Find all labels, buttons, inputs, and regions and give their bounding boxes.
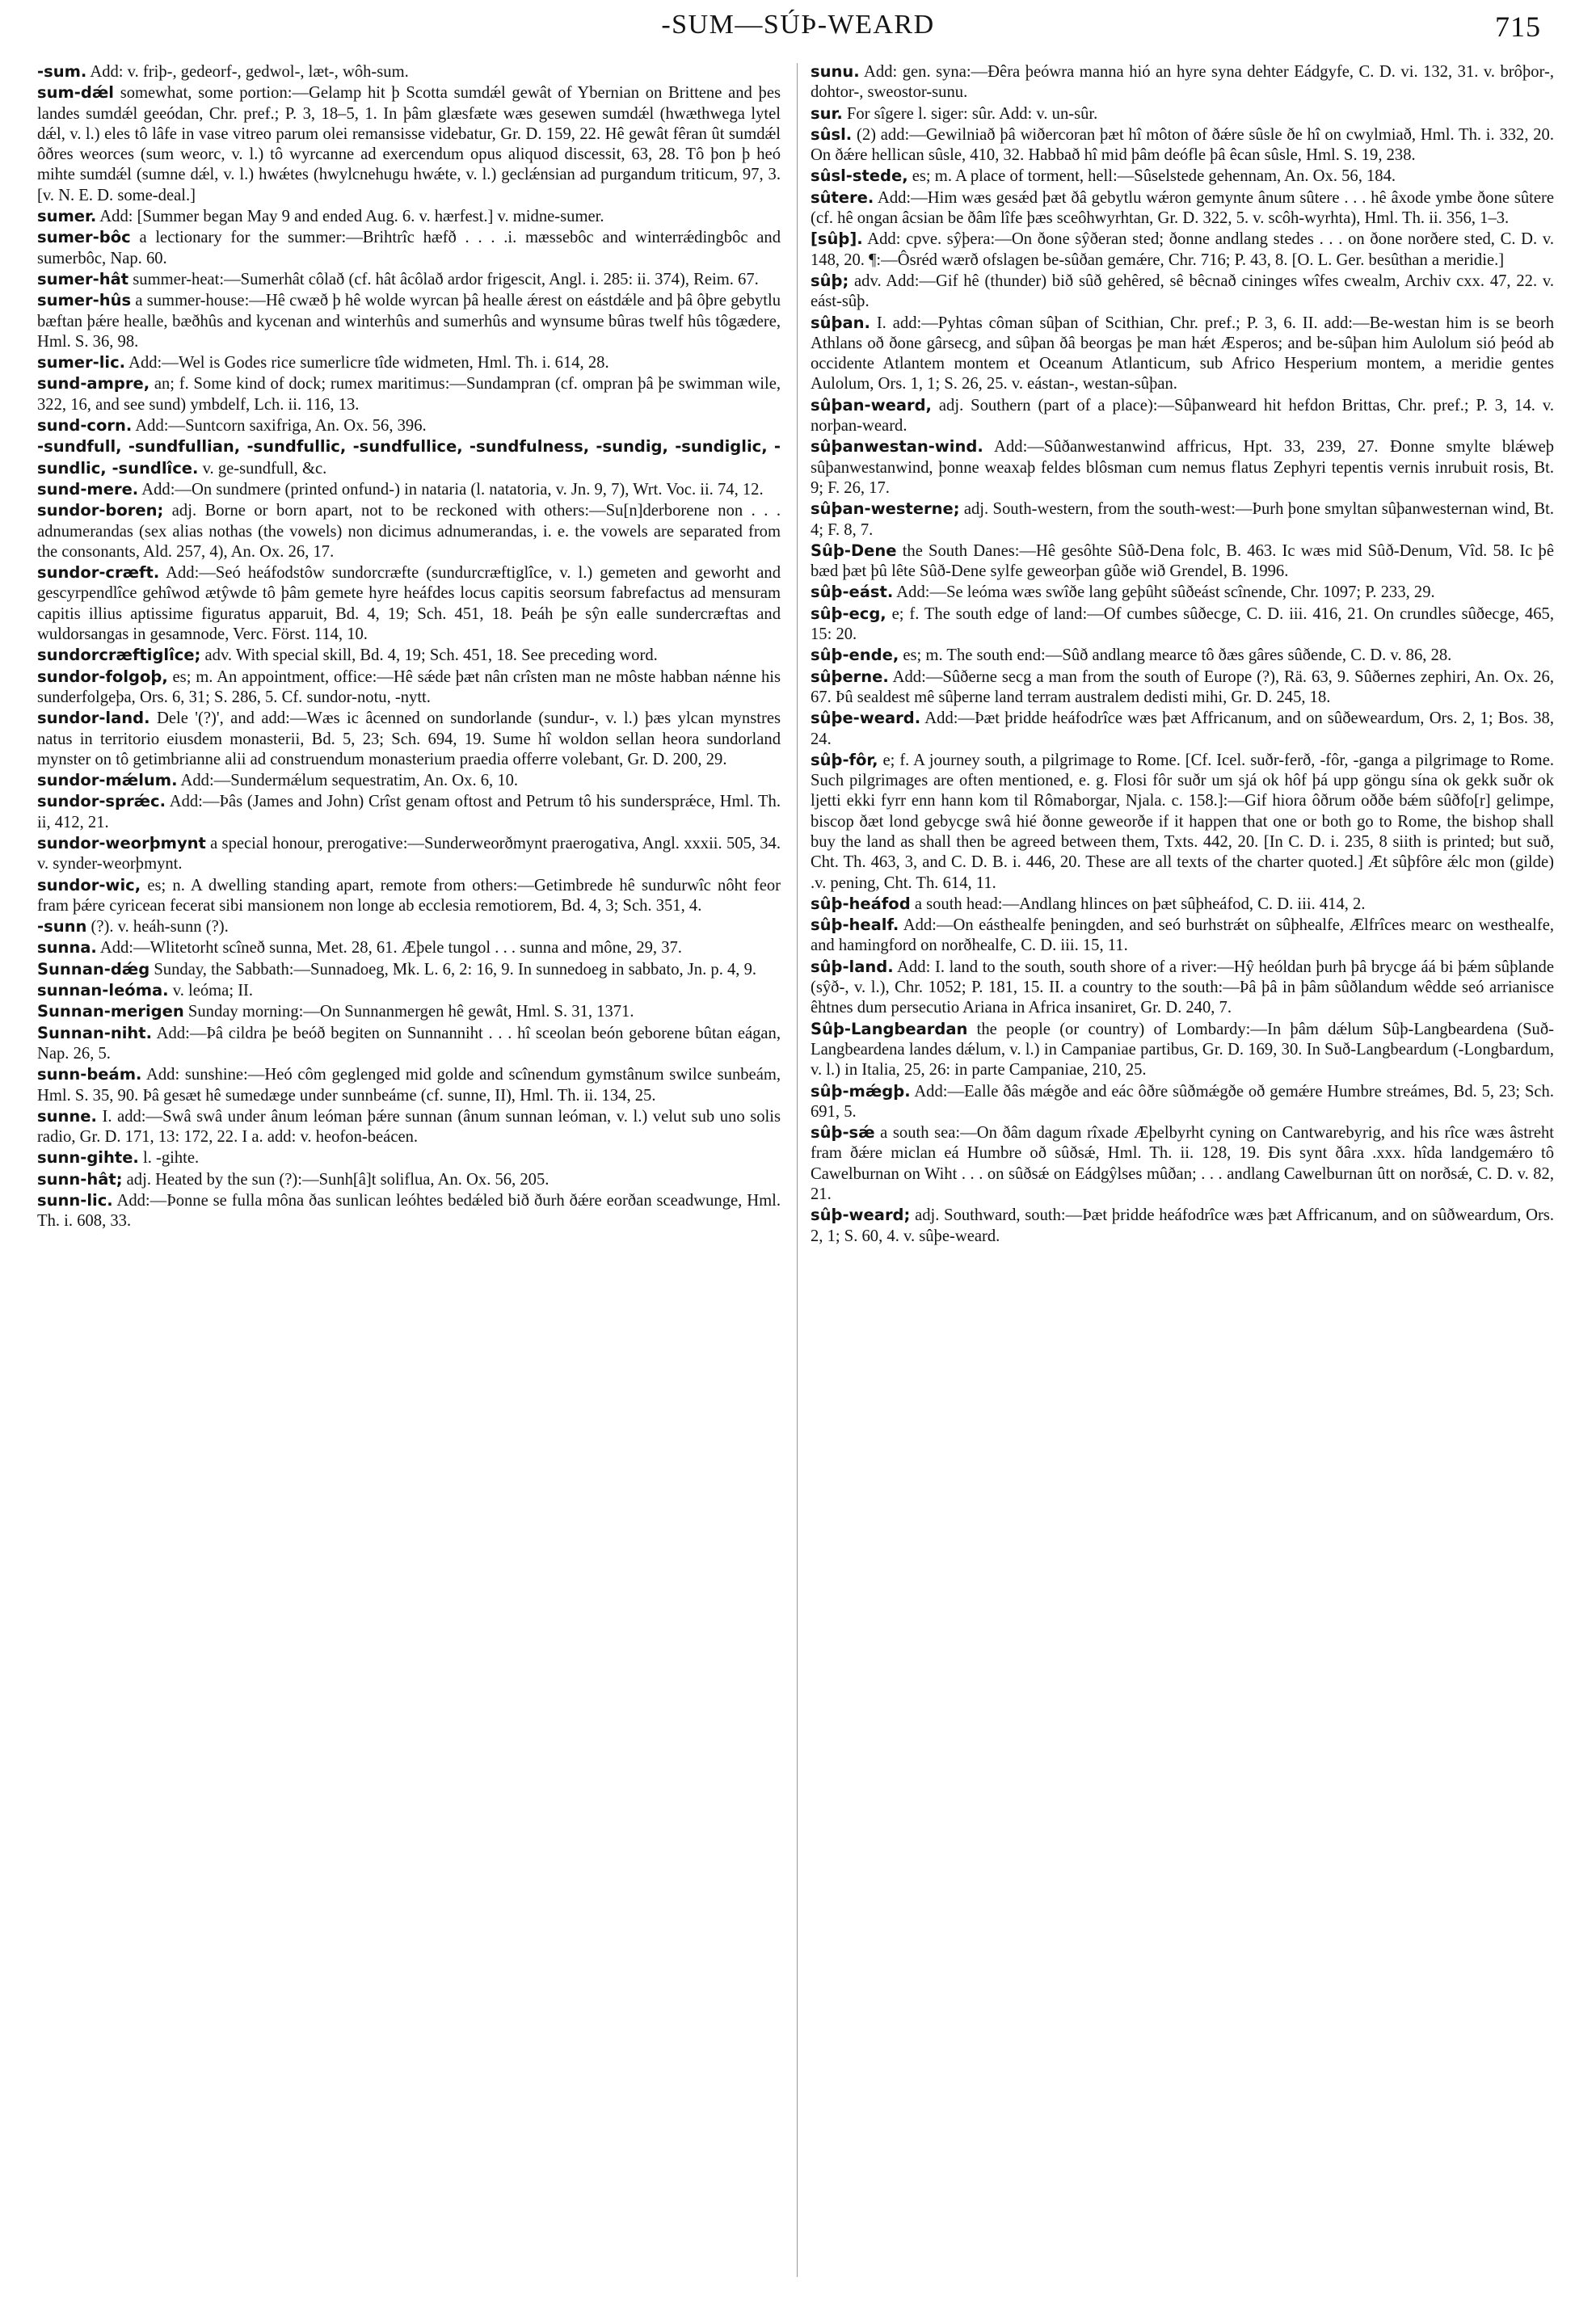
entry-headword: sumer-lic.	[37, 353, 126, 373]
dictionary-entry	[37, 708, 781, 770]
entry-headword: sûtere.	[811, 187, 874, 207]
dictionary-entry	[37, 479, 781, 500]
entry-definition: a south sea:—On ðâm dagum rîxade Æþelbyrht cyning on Cantwarebyrig, and his rîce wæs âstreht fram ðǽre miclan eá Humbre oð sûðsǽ, Hml. Th. ii. 128, 19. Ðis synt ðâra .xxx. hîda landgemǽro tô Cawelburnan on Wiht . . . on sûðsǽ on Eádgŷlses mûðan; . . . andlang Cawelburnan ûtt on norðsǽ, C. D. v. 82, 21.	[811, 1124, 1554, 1204]
entry-definition: adj. Heated by the sun (?):—Sunh[â]t soliflua, An. Ox. 56, 205.	[126, 1170, 550, 1189]
entry-definition: a south head:—Andlang hlinces on þæt sûþheáfod, C. D. iii. 414, 2.	[914, 895, 1366, 913]
entry-definition: Add:—Suntcorn saxifriga, An. Ox. 56, 396.	[135, 417, 427, 436]
entry-headword: sûsl.	[811, 124, 853, 144]
entry-headword: sunna.	[37, 938, 97, 958]
entry-definition: adj. Borne or born apart, not to be reckoned with others:—Su[n]derborene non . . . adnumerandas (sex alias nothas (the vowels) non dicimus adnumerandas, i. e. the vowels are separated from the consonants, Ald. 257, 4), An. Ox. 26, 17.	[37, 502, 781, 561]
entry-definition: a special honour, prerogative:—Sunderweorðmynt praerogativa, Angl. xxxii. 505, 34. v. synder-weorþmynt.	[37, 834, 781, 873]
entry-headword: sumer-hûs	[37, 291, 132, 310]
entry-definition: e; f. A journey south, a pilgrimage to Rome. [Cf. Icel. suðr-ferð, -fôr, -ganga a pilgrimage to Rome. Such pilgrimages are often mentioned, e. g. Flosi fôr suðr um sjá ok hôf þá upp göngu sína ok gekk suðr ok ljetti ekki fyrr enn hann kom til Rômaborgar, Njala. c. 158.]:—Gif hiora ôðrum oððe bǽm sûðfo[r] gelimpe, biscop ðæt lond gebycge swâ hié ðonne geweorðe if it happen that one or both go to Rome, the bishop shall buy the land as shall then be agreed between them, Txts. 442, 20. [In C. D. i. 235, 8 siith is printed; but suð, Cht. Th. 463, 3, and C. D. B. i. 446, 20. These are all texts of the charter quoted.] Æt sûþfôre ǽlc mon (gilde) .v. pening, Cht. Th. 614, 11.	[811, 751, 1554, 892]
dictionary-entry	[37, 415, 781, 436]
dictionary-entry	[811, 166, 1554, 187]
dictionary-entry	[811, 1081, 1554, 1123]
entry-headword: sundor-weorþmynt	[37, 833, 206, 852]
entry-headword: sunnan-leóma.	[37, 981, 169, 1000]
entry-definition: e; f. The south edge of land:—Of cumbes sûðecge, C. D. iii. 416, 21. On crundles sûðecge, 465, 15: 20.	[811, 604, 1554, 644]
dictionary-entry	[37, 1064, 781, 1106]
entry-definition: Add:—Seó heáfodstôw sundorcræfte (sundurcræftiglîce, v. l.) gemeten and geworht and gescyrpendlîce gehîwod ætŷwde tô þâm gemete hyre heáfdes locus capitis seorsum fabrefactus ad mensuram capitis illius aptissime figuratus apparuit, Bd. 4, 19; Sch. 451, 18. Þeáh þe sŷn ealle sundercræftas and wuldorsangas in gesamnode, Verc. Först. 114, 10.	[37, 564, 781, 644]
entry-headword: sundor-folgoþ,	[37, 667, 168, 686]
entry-headword: sund-mere.	[37, 479, 139, 499]
dictionary-entry	[37, 82, 781, 206]
entry-definition: Add:—Þâs (James and John) Crîst genam oftost and Petrum tô his sundersprǽce, Hml. Th. ii, 412, 21.	[37, 793, 781, 831]
entry-definition: es; m. A place of torment, hell:—Sûselstede gehennam, An. Ox. 56, 184.	[912, 167, 1396, 186]
entry-definition: adj. Southward, south:—Þæt þridde heáfodrîce wæs þæt Affricanum, and on sûðweardum, Ors. 2, 1; S. 60, 4. v. sûþe-weard.	[811, 1206, 1554, 1245]
entry-definition: Add:—Þâ cildra þe beóð begiten on Sunnanniht . . . hî sceolan beón geborene bûtan eágan, Nap. 26, 5.	[37, 1024, 781, 1063]
entry-definition: adv. With special skill, Bd. 4, 19; Sch. 451, 18. See preceding word.	[204, 646, 658, 665]
dictionary-entry	[811, 61, 1554, 103]
entry-headword: sunne.	[37, 1106, 97, 1126]
dictionary-entry	[811, 645, 1554, 666]
entry-headword: sûþ-sǽ	[811, 1123, 875, 1143]
entry-headword: sûþanwestan-wind.	[811, 437, 983, 457]
dictionary-entry	[811, 894, 1554, 915]
dictionary-entry	[37, 791, 781, 833]
dictionary-entry	[811, 708, 1554, 750]
entry-headword: Sunnan-merigen	[37, 1002, 184, 1021]
entry-headword: sûþ-fôr,	[811, 750, 878, 769]
entry-definition: the South Danes:—Hê gesôhte Sûð-Dena folc, B. 463. Ic wæs mid Sûð-Denum, Vîd. 58. Ic þê bæd þæt þû lête Sûð-Dene sylfe geweorþan gûðe wið Grendel, B. 1996.	[811, 541, 1554, 581]
dictionary-entry	[37, 916, 781, 937]
entry-headword: Sunnan-dǽg	[37, 959, 150, 979]
dictionary-entry	[811, 541, 1554, 583]
dictionary-entry	[811, 499, 1554, 541]
entry-definition: Add: gen. syna:—Ðêra þeówra manna hió an hyre syna dehter Eádgyfe, C. D. vi. 132, 31. v. brôþor-, dohtor-, sweostor-sunu.	[811, 63, 1554, 102]
dictionary-entry	[37, 1023, 781, 1065]
entry-definition: Add:—Þæt þridde heáfodrîce wæs þæt Affricanum, and on sûðeweardum, Ors. 2, 1; Bos. 38, 24.	[811, 709, 1554, 748]
entry-definition: Add:—Sûðerne secg a man from the south of Europe (?), Rä. 63, 9. Sûðernes zephiri, An. Ox. 26, 67. Þû sealdest mê sûþerne land terram australem dedisti mihi, Gr. D. 245, 18.	[811, 667, 1554, 706]
dictionary-entry	[37, 61, 781, 82]
entry-definition: Add:—Sundermǽlum sequestratim, An. Ox. 6, 10.	[180, 772, 519, 790]
entry-definition: es; m. The south end:—Sûð andlang mearce tô ðæs gâres sûðende, C. D. v. 86, 28.	[903, 646, 1452, 665]
entry-definition: I. add:—Swâ swâ under ânum leóman þǽre sunnan (ânum sunnan leóman, v. l.) velut sub uno solis radio, Gr. D. 171, 13: 172, 22. I a. add: v. heofon-beácen.	[37, 1107, 781, 1147]
dictionary-entry	[37, 562, 781, 645]
dictionary-entry	[811, 1019, 1554, 1081]
entry-headword: sûþ-weard;	[811, 1206, 911, 1225]
entry-definition: Add:—Ealle ðâs mǽgðe and eác ôðre sûðmǽgðe oð gemǽre Humbre streámes, Bd. 5, 23; Sch. 691, 5.	[811, 1082, 1554, 1121]
dictionary-entry	[37, 1147, 781, 1168]
dictionary-entry	[37, 980, 781, 1001]
entry-definition: For sîgere l. siger: sûr. Add: v. un-sûr.	[846, 104, 1098, 123]
entry-headword: sumer-bôc	[37, 228, 131, 247]
right-column	[811, 61, 1554, 2292]
dictionary-entry	[811, 313, 1554, 395]
left-column	[37, 61, 781, 2292]
entry-definition: an; f. Some kind of dock; rumex maritimus:—Sundampran (cf. ompran þâ þe swimman wile, 322, 16, and see sund) ymbdelf, Lch. ii. 116, 13.	[37, 375, 781, 414]
entry-headword: sumer.	[37, 207, 97, 226]
entry-definition: adj. Southern (part of a place):—Sûþanweard hit hefdon Brittas, Chr. pref.; P. 3, 14. v. norþan-weard.	[811, 396, 1554, 436]
entry-headword: sûþ-ecg,	[811, 604, 886, 623]
entry-headword: Sûþ-Langbeardan	[811, 1019, 968, 1038]
entry-headword: sûþerne.	[811, 667, 889, 686]
dictionary-entry	[811, 604, 1554, 646]
entry-headword: -sunn	[37, 917, 87, 937]
entry-headword: sum-dǽl	[37, 83, 114, 103]
entry-headword: sundor-land.	[37, 709, 150, 728]
entry-headword: sund-ampre,	[37, 374, 150, 394]
entry-definition: Add:—Him wæs gesǽd þæt ðâ gebytlu wǽron gemynte ânum sûtere . . . hê âxode ymbe ðone sûtere (cf. hê ongan âcsian be ðâm lîfe þæs sceôhwyrhtan, Gr. D. 322, 5. v. scôh-wyrhta), Hml. Th. ii. 356, 1–3.	[811, 188, 1554, 228]
entry-definition: Sunday, the Sabbath:—Sunnadoeg, Mk. L. 6, 2: 16, 9. In sunnedoeg in sabbato, Jn. p. 4, 9.	[154, 960, 757, 979]
entry-definition: Add:—Wel is Godes rice sumerlicre tîde widmeten, Hml. Th. i. 614, 28.	[128, 354, 609, 373]
entry-definition: somewhat, some portion:—Gelamp hit þ Scotta sumdǽl gewât of Ybernian on Brittene and þes landes sumdǽl geeódan, Chr. pref.; P. 3, 18–5, 1. In þâm glæsfæte wæs gesewen sumdǽl (hwæthwega lytel dǽl, v. l.) eles tô lâfe in vase vitreo parum olei remansisse videbatur, Gr. D. 159, 22. Hê gewât fêran ût sumdǽl ôðres weorces (sum weorc, v. l.) tô wyrcanne ad exercendum opus aliquod discessit, 63, 28. Tô þon þ heó mihte sumdǽl (sumne dǽl, v. l.) hwǽtes (hwylcnehugu hwǽte, v. l.) geclǽnsian ad purgandum triticum, 97, 3. [v. N. E. D. some-deal.]	[37, 84, 781, 204]
entry-headword: Sûþ-Dene	[811, 541, 897, 560]
entry-headword: sunn-lic.	[37, 1191, 113, 1210]
dictionary-entry	[37, 959, 781, 980]
entry-headword: sundor-boren;	[37, 501, 164, 520]
entry-definition: v. ge-sundfull, &c.	[202, 459, 327, 478]
dictionary-entry	[37, 1106, 781, 1148]
entry-headword: sûþan-westerne;	[811, 499, 960, 519]
entry-headword: sunn-beám.	[37, 1065, 142, 1084]
entry-headword: sur.	[811, 103, 843, 123]
dictionary-entry	[811, 103, 1554, 124]
dictionary-entry	[37, 645, 781, 666]
entry-definition: adv. Add:—Gif hê (thunder) bið sûð gehêred, sê bêcnað cininges wîfes cwealm, Archiv cxx. 47, 22. v. eást-sûþ.	[811, 272, 1554, 311]
entry-definition: Add: v. friþ-, gedeorf-, gedwol-, læt-, wôh-sum.	[90, 63, 409, 81]
dictionary-entry	[811, 1205, 1554, 1247]
entry-definition: v. leóma; II.	[172, 982, 254, 1000]
entry-headword: sundor-sprǽc.	[37, 792, 166, 811]
page-number: 715	[1495, 11, 1541, 43]
entry-definition: Add: I. land to the south, south shore of a river:—Hŷ heóldan þurh þâ brycge áá bi þǽm sûþlande (sŷð-, v. l.), Chr. 1052; P. 181, 15. II. a country to the south:—Þâ þâ in þâm sûðlandum wêdde seó arrianisce êhtnes dum persecutio Ariana in Africa insaniret, Gr. D. 240, 7.	[811, 958, 1554, 1017]
dictionary-entry	[37, 875, 781, 917]
entry-headword: sûþ-heáfod	[811, 894, 911, 913]
dictionary-entry	[811, 436, 1554, 499]
entry-headword: sûþ-ende,	[811, 646, 899, 665]
dictionary-entry	[811, 957, 1554, 1019]
dictionary-entry	[37, 770, 781, 791]
dictionary-entry	[811, 667, 1554, 709]
entry-headword: -sundfull, -sundfullian, -sundfullic, -sundfullice, -sundfulness, -sundig, -sundiglic, -sundlic, -sundlîce.	[37, 437, 781, 478]
dictionary-entry	[37, 227, 781, 269]
entry-headword: Sunnan-niht.	[37, 1023, 153, 1042]
entry-definition: Add:—Þonne se fulla môna ðas sunlican leóhtes bedǽled bið ðurh ðǽre eorðan sceadwunge, Hml. Th. i. 608, 33.	[37, 1192, 781, 1231]
entry-definition: a lectionary for the summer:—Brihtrîc hæfð . . . .i. mæssebôc and winterrǽdingbôc and sumerbôc, Nap. 60.	[37, 229, 781, 267]
entry-headword: [sûþ].	[811, 229, 863, 249]
entry-headword: sûþ-mǽgþ.	[811, 1081, 911, 1101]
running-head-title: -SUM—SÚÞ-WEARD	[661, 10, 935, 40]
dictionary-entry	[37, 269, 781, 290]
entry-headword: sûþe-weard.	[811, 709, 921, 728]
entry-definition: Add:—Sûðanwestanwind affricus, Hpt. 33, 239, 27. Ðonne smylte blǽweþ sûþanwestanwind, þonne weaxaþ feldes blôsman cum nemus flatus Zephyri tepentis vernis inrubuit rosis, Bt. 9; F. 26, 17.	[811, 438, 1554, 497]
entry-definition: the people (or country) of Lombardy:—In þâm dǽlum Sûþ-Langbeardena (Suð-Langbeardena landes dǽlum, v. l.) in Campaniae partibus, Gr. D. 169, 30. In Suð-Langbeardum (-Longbardum, v. l.) in Italia, 25, 26: in parte Campaniae, 210, 25.	[811, 1020, 1554, 1080]
entry-definition: es; n. A dwelling standing apart, remote from others:—Getimbrede hê sundurwîc nôht feor fram þǽre cyricean fecerat sibi mansionem non longe ab ecclesia remotiorem, Bd. 4, 3; Sch. 351, 4.	[37, 876, 781, 915]
dictionary-entry	[37, 373, 781, 415]
dictionary-entry	[37, 1001, 781, 1022]
entry-definition: I. add:—Pyhtas côman sûþan of Scithian, Chr. pref.; P. 3, 6. II. add:—Be-westan him is se beorh Athlans oð ðone gârsecg, and sûþan ðâ beorgas þe man hǽt Æsperos; and be-sûþan him Aulolum sió þeód ab occidente Atlantem montem et Oceanum Atlanticum, sub Africo Hesperium montem, a meridie gentes Aulolum, Ors. 1, 1; S. 26, 25. v. eástan-, westan-sûþan.	[811, 314, 1554, 394]
entry-headword: -sum.	[37, 62, 87, 81]
entry-headword: sundorcræftiglîce;	[37, 646, 201, 665]
entry-definition: summer-heat:—Sumerhât côlað (cf. hât âcôlað ardor frigescit, Angl. i. 285: ii. 374), Reim. 67.	[133, 270, 759, 288]
dictionary-entry	[37, 833, 781, 875]
entry-headword: sunu.	[811, 62, 860, 81]
dictionary-entry	[37, 352, 781, 373]
dictionary-entry	[811, 1122, 1554, 1205]
entry-headword: sûþan.	[811, 313, 870, 332]
dictionary-entry	[37, 1190, 781, 1232]
entry-definition: es; m. An appointment, office:—Hê sǽde þæt nân crîsten man ne môste habban nǽnne his sunderfolgeþa, Ors. 6, 31; S. 286, 5. Cf. sundor-notu, -nytt.	[37, 667, 781, 706]
entry-headword: sumer-hât	[37, 269, 129, 288]
dictionary-entry	[37, 667, 781, 709]
entry-headword: sunn-gihte.	[37, 1148, 139, 1168]
entry-definition: a summer-house:—Hê cwæð þ hê wolde wyrcan þâ healle ǽrest on eástdǽle and þâ ôþre gebytlu bæftan þǽre healle, bæðhûs and kycenan and winterhûs and sumerhûs and wynsume bûras twelf hûs tôgædere, Hml. S. 36, 98.	[37, 292, 781, 351]
dictionary-entry	[811, 915, 1554, 957]
entry-headword: sûsl-stede,	[811, 166, 908, 186]
dictionary-entry	[37, 1169, 781, 1190]
dictionary-entry	[811, 750, 1554, 894]
dictionary-entry	[37, 290, 781, 352]
dictionary-entry	[811, 395, 1554, 437]
entry-definition: Add:—On eásthealfe þeningden, and seó burhstrǽt on sûþhealfe, Ælfrîces mearc on westhealfe, and hamingford on norðhealfe, C. D. iii. 15, 11.	[811, 916, 1554, 955]
dictionary-entry	[811, 582, 1554, 603]
dictionary-entry	[37, 206, 781, 227]
entry-definition: Add:—On sundmere (printed onfund-) in nataria (l. natatoria, v. Jn. 9, 7), Wrt. Voc. ii. 74, 12.	[141, 480, 764, 499]
running-head	[0, 10, 1596, 50]
entry-headword: sundor-cræft.	[37, 563, 160, 583]
entry-definition: l. -gihte.	[142, 1149, 200, 1168]
dictionary-entry	[37, 436, 781, 479]
entry-headword: sûþ-land.	[811, 957, 894, 976]
entry-headword: sûþ-healf.	[811, 916, 899, 935]
dictionary-entry	[37, 937, 781, 958]
entry-headword: sunn-hât;	[37, 1169, 123, 1189]
entry-headword: sundor-mǽlum.	[37, 771, 178, 790]
dictionary-entry	[811, 124, 1554, 166]
column-divider	[797, 63, 798, 2277]
dictionary-entry	[811, 271, 1554, 313]
dictionary-entry	[811, 229, 1554, 271]
dictionary-entry	[37, 500, 781, 562]
entry-definition: Add: cpve. sŷþera:—On ðone sŷðeran sted; ðonne andlang stedes . . . on ðone norðere sted, C. D. v. 148, 20. ¶:—Ôsréd wærð ofslagen be-sûðan gemǽre, Chr. 716; P. 43, 8. [O. L. Ger. besûthan a meridie.]	[811, 230, 1554, 269]
entry-headword: sundor-wic,	[37, 875, 141, 895]
entry-definition: (2) add:—Gewilniað þâ wiðercoran þæt hî môton of ðǽre sûsle ðe hî on cwylmiað, Hml. Th. i. 332, 20. On ðǽre hellican sûsle, 410, 32. Habbað hî mid þâm deófle þâ êcan sûsle, Hml. S. 19, 238.	[811, 125, 1554, 165]
entry-definition: Add: [Summer began May 9 and ended Aug. 6. v. hærfest.] v. midne-sumer.	[99, 208, 604, 226]
entry-headword: sûþ-eást.	[811, 583, 894, 602]
entry-definition: adj. South-western, from the south-west:—Þurh þone smyltan sûþanwesternan wind, Bt. 4; F. 8, 7.	[811, 500, 1554, 539]
entry-definition: Dele '(?)', and add:—Wæs ic âcenned on sundorlande (sundur-, v. l.) þæs ylcan mynstres natus in territorio eiusdem monasterii, Bd. 5, 23; Sch. 694, 19. Sume hî woldon sellan heora sundorland mynster on tô getimbrianne alii ad construendum monasterium praedia offerre volebant, Gr. D. 200, 29.	[37, 709, 781, 768]
entry-headword: sund-corn.	[37, 416, 133, 436]
entry-definition: Add:—Se leóma wæs swîðe lang geþûht sûðeást scînende, Chr. 1097; P. 233, 29.	[896, 583, 1435, 602]
entry-definition: Add:—Wlitetorht scîneð sunna, Met. 28, 61. Æþele tungol . . . sunna and mône, 29, 37.	[99, 939, 682, 958]
entry-headword: sûþ;	[811, 271, 849, 290]
entry-definition: (?). v. heáh-sunn (?).	[91, 918, 229, 937]
entry-headword: sûþan-weard,	[811, 395, 932, 415]
dictionary-entry	[811, 187, 1554, 229]
entry-definition: Add: sunshine:—Heó côm geglenged mid golde and scînendum gymstânum swilce sunbeám, Hml. S. 35, 90. Þâ gesæt hê sumedæge under sunnbeáme (cf. sunne, II), Hml. Th. ii. 134, 25.	[37, 1066, 781, 1105]
entry-definition: Sunday morning:—On Sunnanmergen hê gewât, Hml. S. 31, 1371.	[187, 1003, 634, 1021]
